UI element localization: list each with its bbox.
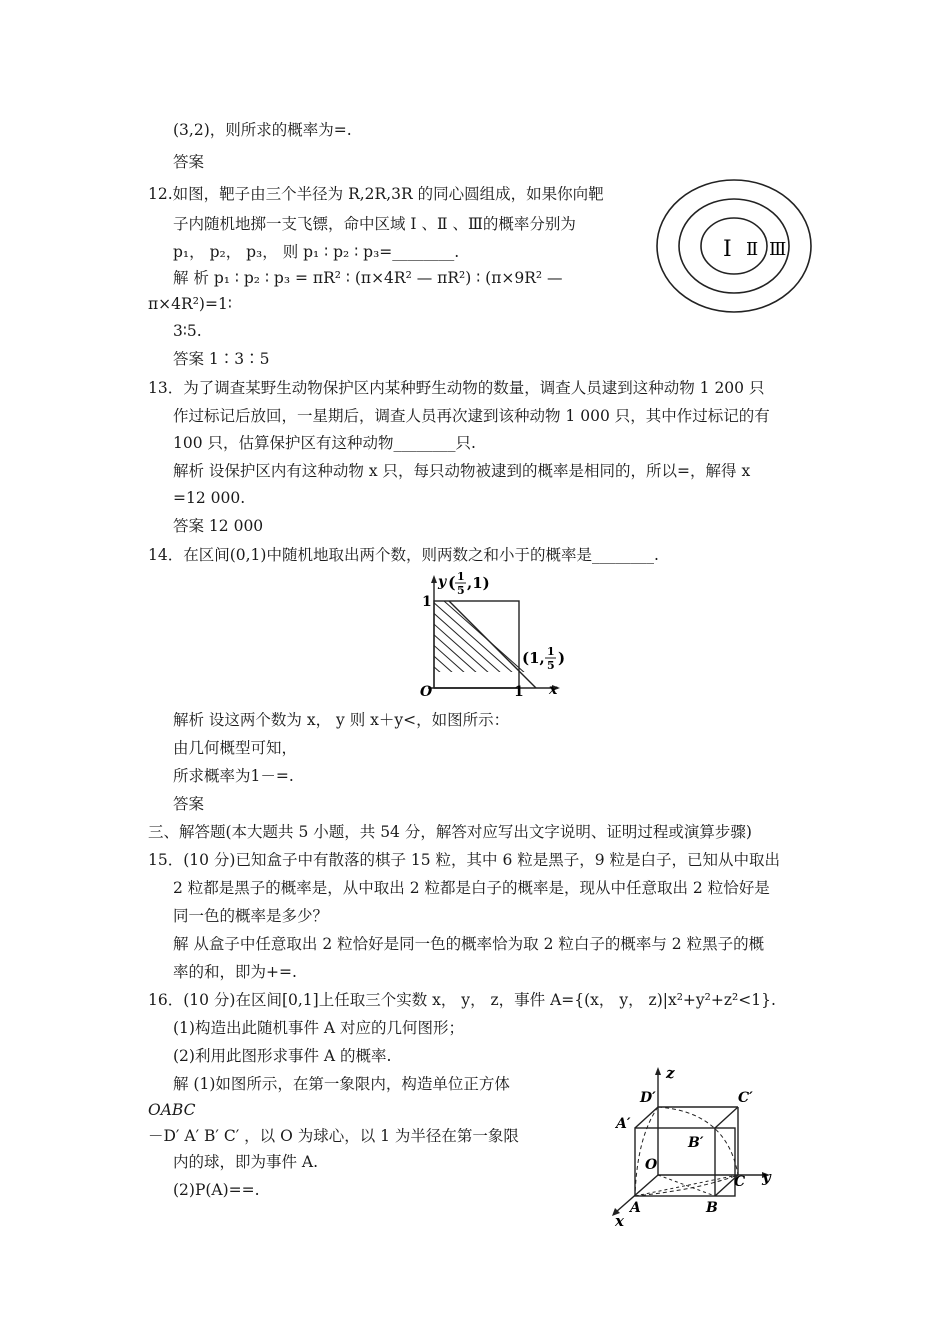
text-line: (3,2)，则所求的概率为=. <box>173 121 352 139</box>
one-x-label: 1 <box>514 684 524 700</box>
point-right-head: (1, <box>522 649 545 667</box>
answer-line: 答案 12 000 <box>173 517 264 535</box>
solution-line: －D′ A′ B′ C′ ，以 O 为球心，以 1 为半径在第一象限 <box>148 1127 519 1145</box>
label-B1: B′ <box>688 1135 704 1151</box>
target-figure <box>655 178 813 314</box>
label-C: C <box>734 1174 746 1190</box>
one-y-label: 1 <box>422 594 432 610</box>
answer-label: 答案 <box>173 153 205 171</box>
y-axis-label: y <box>762 1168 771 1186</box>
question-13: 13．为了调查某野生动物保护区内某种野生动物的数量，调查人员逮到这种动物 1 200 只 <box>148 379 765 397</box>
solution-line: 3∶5. <box>173 322 202 340</box>
text-line: 100 只，估算保护区有这种动物________只. <box>173 434 476 452</box>
answer-line: 答案 1∶3∶5 <box>173 350 270 368</box>
cube-figure <box>602 1062 782 1230</box>
point-right-den: 5 <box>547 659 555 672</box>
solution-line: 解 (1)如图所示，在第一象限内，构造单位正方体 <box>173 1075 510 1093</box>
region-2-label: Ⅱ <box>746 239 759 260</box>
x-axis-label: x <box>615 1212 624 1230</box>
text-line: 子内随机地掷一支飞镖，命中区域 Ⅰ 、Ⅱ 、Ⅲ的概率分别为 <box>173 215 576 233</box>
solution-line: 所求概率为1－=. <box>173 767 294 785</box>
point-top-num: 1 <box>457 570 465 583</box>
solution-line: 解 析 p₁ ∶ p₂ ∶ p₃ = πR² ∶ (π×4R² — πR²) ∶ (π×9R² — <box>173 269 563 287</box>
question-14: 14．在区间(0,1)中随机地取出两个数，则两数之和小于的概率是________. <box>148 546 659 564</box>
label-D1: D′ <box>640 1090 656 1106</box>
question-15: 15．(10 分)已知盒子中有散落的棋子 15 粒，其中 6 粒是黑子，9 粒是白子，已知从中取出 <box>148 851 781 869</box>
text-line: p₁， p₂， p₃， 则 p₁ ∶ p₂ ∶ p₃=________. <box>173 243 460 261</box>
label-A: A <box>630 1200 641 1216</box>
text-line: (2)利用此图形求事件 A 的概率. <box>173 1047 392 1065</box>
text-line: 2 粒都是黑子的概率是，从中取出 2 粒都是白子的概率是，现从中任意取出 2 粒恰好是 <box>173 879 770 897</box>
label-C1: C′ <box>738 1090 753 1106</box>
solution-line: π×4R²)=1∶ <box>148 295 232 313</box>
y-axis-label: y <box>438 574 447 590</box>
solution-line: OABC <box>148 1101 196 1119</box>
solution-line: 解 从盒子中任意取出 2 粒恰好是同一色的概率恰为取 2 粒白子的概率与 2 粒黑子的概 <box>173 935 765 953</box>
z-axis-label: z <box>666 1064 675 1082</box>
text-line: 作过标记后放回，一星期后，调查人员再次逮到该种动物 1 000 只，其中作过标记的有 <box>173 407 770 425</box>
point-right-close: ) <box>558 649 566 667</box>
answer-label: 答案 <box>173 795 205 813</box>
boundary-line <box>449 601 536 688</box>
label-O: O <box>645 1157 658 1173</box>
point-top-den: 5 <box>457 584 465 597</box>
solution-line: 由几何概型可知， <box>173 739 298 757</box>
solution-line: 率的和，即为+=. <box>173 963 297 981</box>
solution-line: (2)P(A)==. <box>173 1181 260 1199</box>
point-right-num: 1 <box>547 645 555 658</box>
shaded-region <box>408 601 544 690</box>
sphere-arc <box>635 1107 658 1196</box>
label-A1: A′ <box>616 1116 631 1132</box>
solution-line: =12 000. <box>173 489 246 507</box>
point-top-tail: ,1) <box>467 574 490 592</box>
label-B: B <box>706 1200 718 1216</box>
origin-label: O <box>420 684 433 700</box>
solution-line: 解析 设保护区内有这种动物 x 只，每只动物被逮到的概率是相同的，所以=，解得 x <box>173 462 751 480</box>
region-3-label: Ⅲ <box>769 239 787 260</box>
section-heading: 三、解答题(本大题共 5 小题，共 54 分，解答对应写出文字说明、证明过程或演算步骤) <box>148 823 752 841</box>
x-axis-label: x <box>549 682 558 698</box>
text-line: (1)构造出此随机事件 A 对应的几何图形； <box>173 1019 465 1037</box>
point-top-open: ( <box>448 573 456 592</box>
solution-line: 解析 设这两个数为 x， y 则 x＋y<，如图所示： <box>173 711 510 729</box>
square-figure <box>408 570 578 700</box>
question-16: 16．(10 分)在区间[0,1]上任取三个实数 x， y， z，事件 A={(x， y， z)|x²+y²+z²<1}. <box>148 991 776 1009</box>
solution-line: 内的球，即为事件 A. <box>173 1153 319 1171</box>
text-line: 同一色的概率是多少？ <box>173 907 329 925</box>
question-12: 12.如图，靶子由三个半径为 R,2R,3R 的同心圆组成，如果你向靶 <box>148 185 604 203</box>
region-1-label: Ⅰ <box>723 237 732 262</box>
